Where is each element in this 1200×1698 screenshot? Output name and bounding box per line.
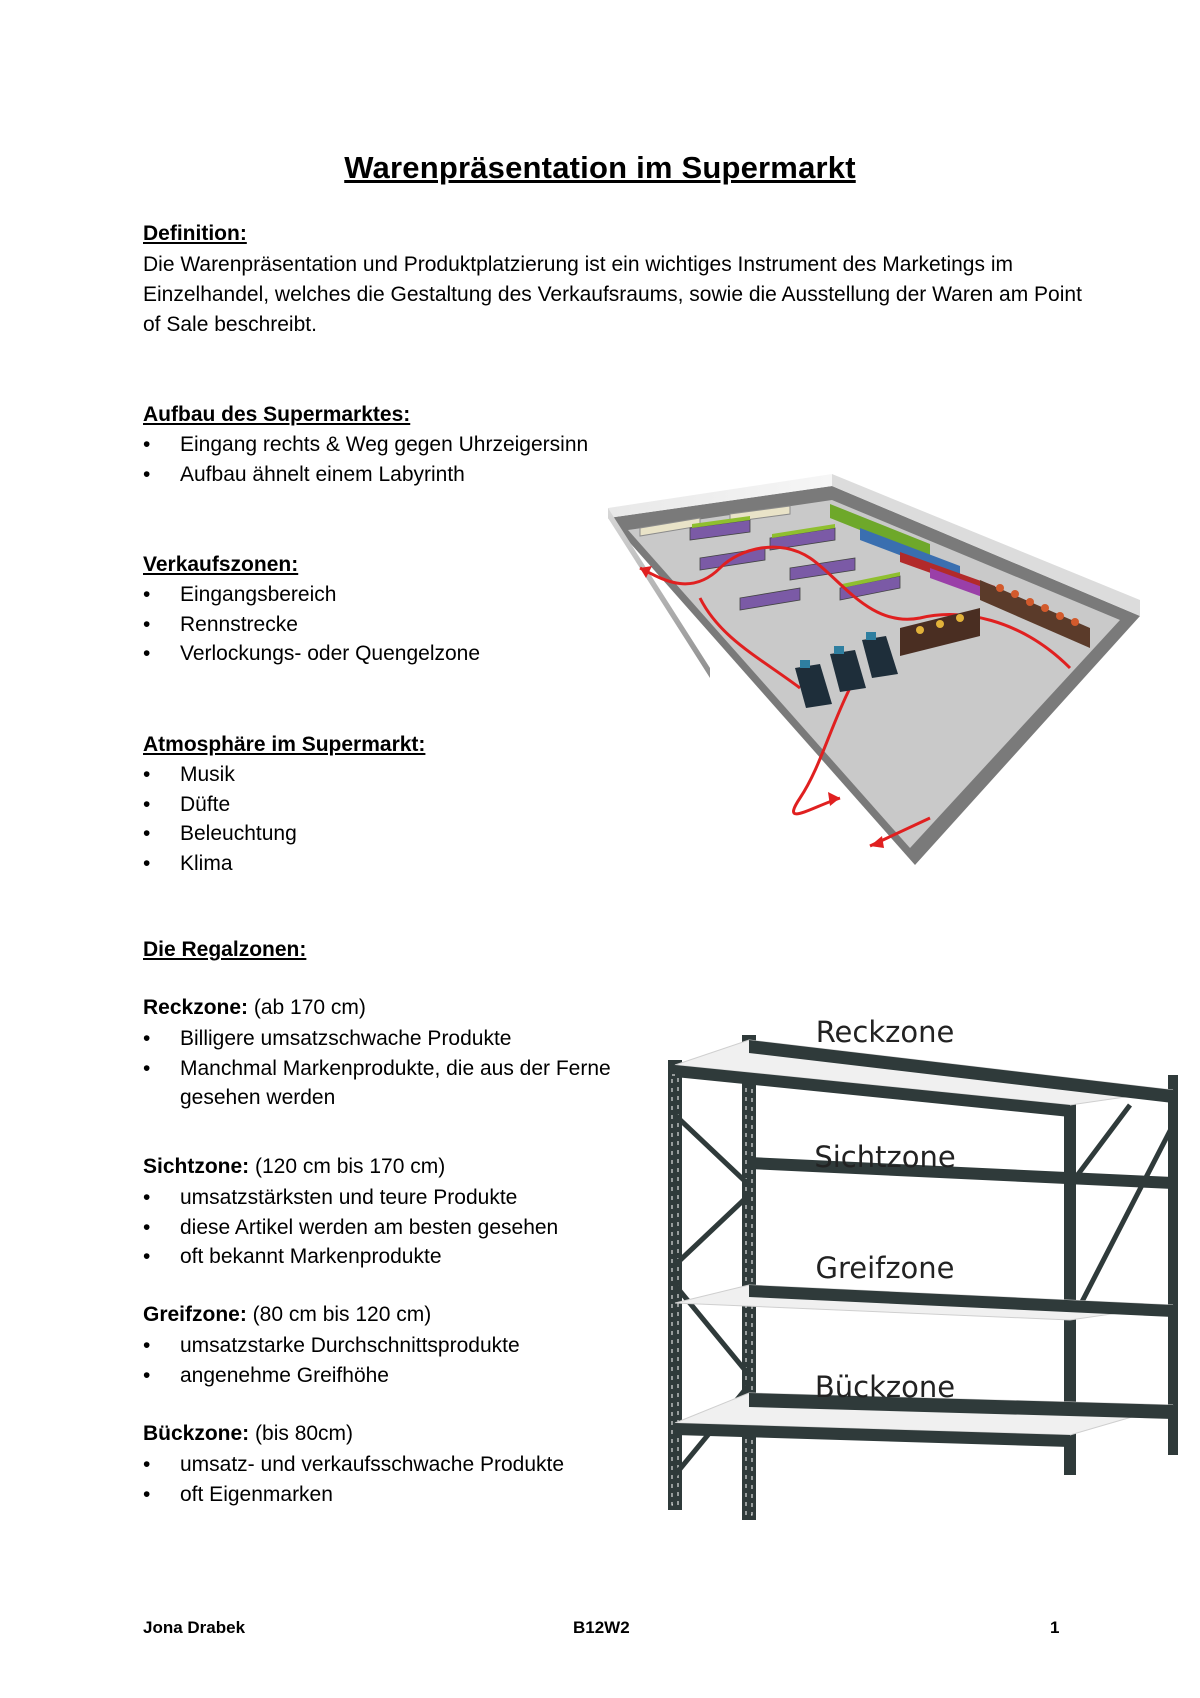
list-item: • Eingangsbereich [143,580,480,610]
greifzone-title [143,1303,431,1327]
zone-label-sichtzone: Sichtzone [814,1140,956,1174]
list-item: • Beleuchtung [143,819,297,849]
zone-name: Reckzone: [143,996,249,1019]
list-item: • oft Eigenmarken [143,1480,564,1510]
sichtzone-title [143,1155,445,1179]
reckzone-list [143,1024,663,1113]
sichtzone-list [143,1183,558,1272]
zone-label-reckzone: Reckzone [815,1015,955,1049]
list-item: • angenehme Greifhöhe [143,1361,520,1391]
definition-text: Die Warenpräsentation und Produktplatzierung ist ein wichtiges Instrument des Marketings im Einzelhandel, welches die Gestaltung des Verkaufsraums, sowie die Ausstellung der Waren am Point of Sale beschreibt. [143,253,1082,336]
list-item: • Billigere umsatzschwache Produkte [143,1024,663,1054]
list-item: • Klima [143,849,297,879]
list-item: • Manchmal Markenprodukte, die aus der Ferne gesehen werden [143,1054,663,1113]
zone-label-bueckzone: Bückzone [814,1370,956,1404]
list-item: • umsatz- und verkaufsschwache Produkte [143,1450,564,1480]
list-item: • Musik [143,760,297,790]
verkaufszonen-list [143,580,480,669]
bueckzone-title [143,1422,353,1446]
list-item: • Aufbau ähnelt einem Labyrinth [143,460,588,490]
list-item: • umsatzstarke Durchschnittsprodukte [143,1331,520,1361]
footer-page-number: 1 [1050,1618,1060,1637]
bueckzone-list [143,1450,564,1509]
verkaufszonen-heading: Verkaufszonen: [143,553,299,576]
list-item: • oft bekannt Markenprodukte [143,1242,558,1272]
zone-name: Bückzone: [143,1422,250,1445]
zone-name: Sichtzone: [143,1155,250,1178]
supermarket-layout-image [600,468,1160,868]
list-item: • diese Artikel werden am besten gesehen [143,1213,558,1243]
atmosphaere-list [143,760,297,878]
page-title: Warenpräsentation im Supermarkt [344,150,856,185]
reckzone-title [143,996,366,1020]
definition-heading: Definition: [143,222,247,245]
aufbau-heading: Aufbau des Supermarktes: [143,403,411,426]
zone-label-greifzone: Greifzone [815,1251,955,1285]
zone-range: (80 cm bis 120 cm) [246,1303,432,1326]
aufbau-list [143,430,588,489]
zone-range: (ab 170 cm) [248,996,366,1019]
zone-range: (bis 80cm) [249,1422,354,1445]
greifzone-list [143,1331,520,1390]
footer-author: Jona Drabek [143,1618,246,1637]
regalzonen-heading: Die Regalzonen: [143,938,307,961]
list-item: • Eingang rechts & Weg gegen Uhrzeigersinn [143,430,588,460]
zone-name: Greifzone: [143,1303,247,1326]
list-item: • umsatzstärksten und teure Produkte [143,1183,558,1213]
zone-range: (120 cm bis 170 cm) [249,1155,446,1178]
list-item: • Verlockungs- oder Quengelzone [143,639,480,669]
list-item: • Düfte [143,790,297,820]
shelf-zones-image [660,995,1180,1535]
footer-class: B12W2 [573,1618,630,1637]
atmosphaere-heading: Atmosphäre im Supermarkt: [143,733,426,756]
list-item: • Rennstrecke [143,610,480,640]
